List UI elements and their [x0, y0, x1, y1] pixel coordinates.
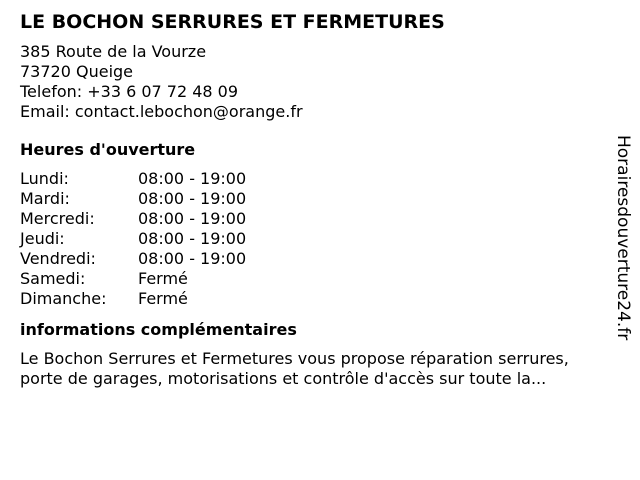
contact-block — [20, 42, 620, 122]
hours-day: Samedi: — [20, 269, 86, 288]
business-description: Le Bochon Serrures et Fermetures vous propose réparation serrures, porte de garages, motorisations et contrôle d'accès sur toute la... — [20, 349, 569, 388]
hours-heading: Heures d'ouverture — [20, 140, 196, 159]
hours-row-monday — [20, 169, 620, 189]
hours-time: 08:00 - 19:00 — [138, 189, 247, 208]
hours-day: Lundi: — [20, 169, 69, 188]
hours-time: 08:00 - 19:00 — [138, 249, 247, 268]
hours-row-sunday — [20, 289, 620, 309]
business-name: LE BOCHON SERRURES ET FERMETURES — [20, 11, 445, 33]
hours-time: 08:00 - 19:00 — [138, 209, 247, 228]
hours-time: Fermé — [138, 269, 188, 288]
hours-row-friday — [20, 249, 620, 269]
hours-time: 08:00 - 19:00 — [138, 229, 247, 248]
site-watermark: Horairesdouverture24.fr — [613, 135, 633, 341]
hours-time: 08:00 - 19:00 — [138, 169, 247, 188]
email-address[interactable]: Email: contact.lebochon@orange.fr — [20, 102, 303, 121]
hours-time: Fermé — [138, 289, 188, 308]
hours-day: Jeudi: — [20, 229, 65, 248]
phone-number[interactable]: Telefon: +33 6 07 72 48 09 — [20, 82, 239, 101]
hours-day: Vendredi: — [20, 249, 96, 268]
hours-row-wednesday — [20, 209, 620, 229]
hours-day: Mercredi: — [20, 209, 95, 228]
hours-row-thursday — [20, 229, 620, 249]
hours-row-tuesday — [20, 189, 620, 209]
address-street: 385 Route de la Vourze — [20, 42, 207, 61]
info-heading: informations complémentaires — [20, 320, 297, 339]
hours-day: Dimanche: — [20, 289, 107, 308]
address-city: 73720 Queige — [20, 62, 134, 81]
hours-day: Mardi: — [20, 189, 70, 208]
hours-row-saturday — [20, 269, 620, 289]
hours-list — [20, 169, 620, 309]
business-card — [20, 10, 620, 389]
